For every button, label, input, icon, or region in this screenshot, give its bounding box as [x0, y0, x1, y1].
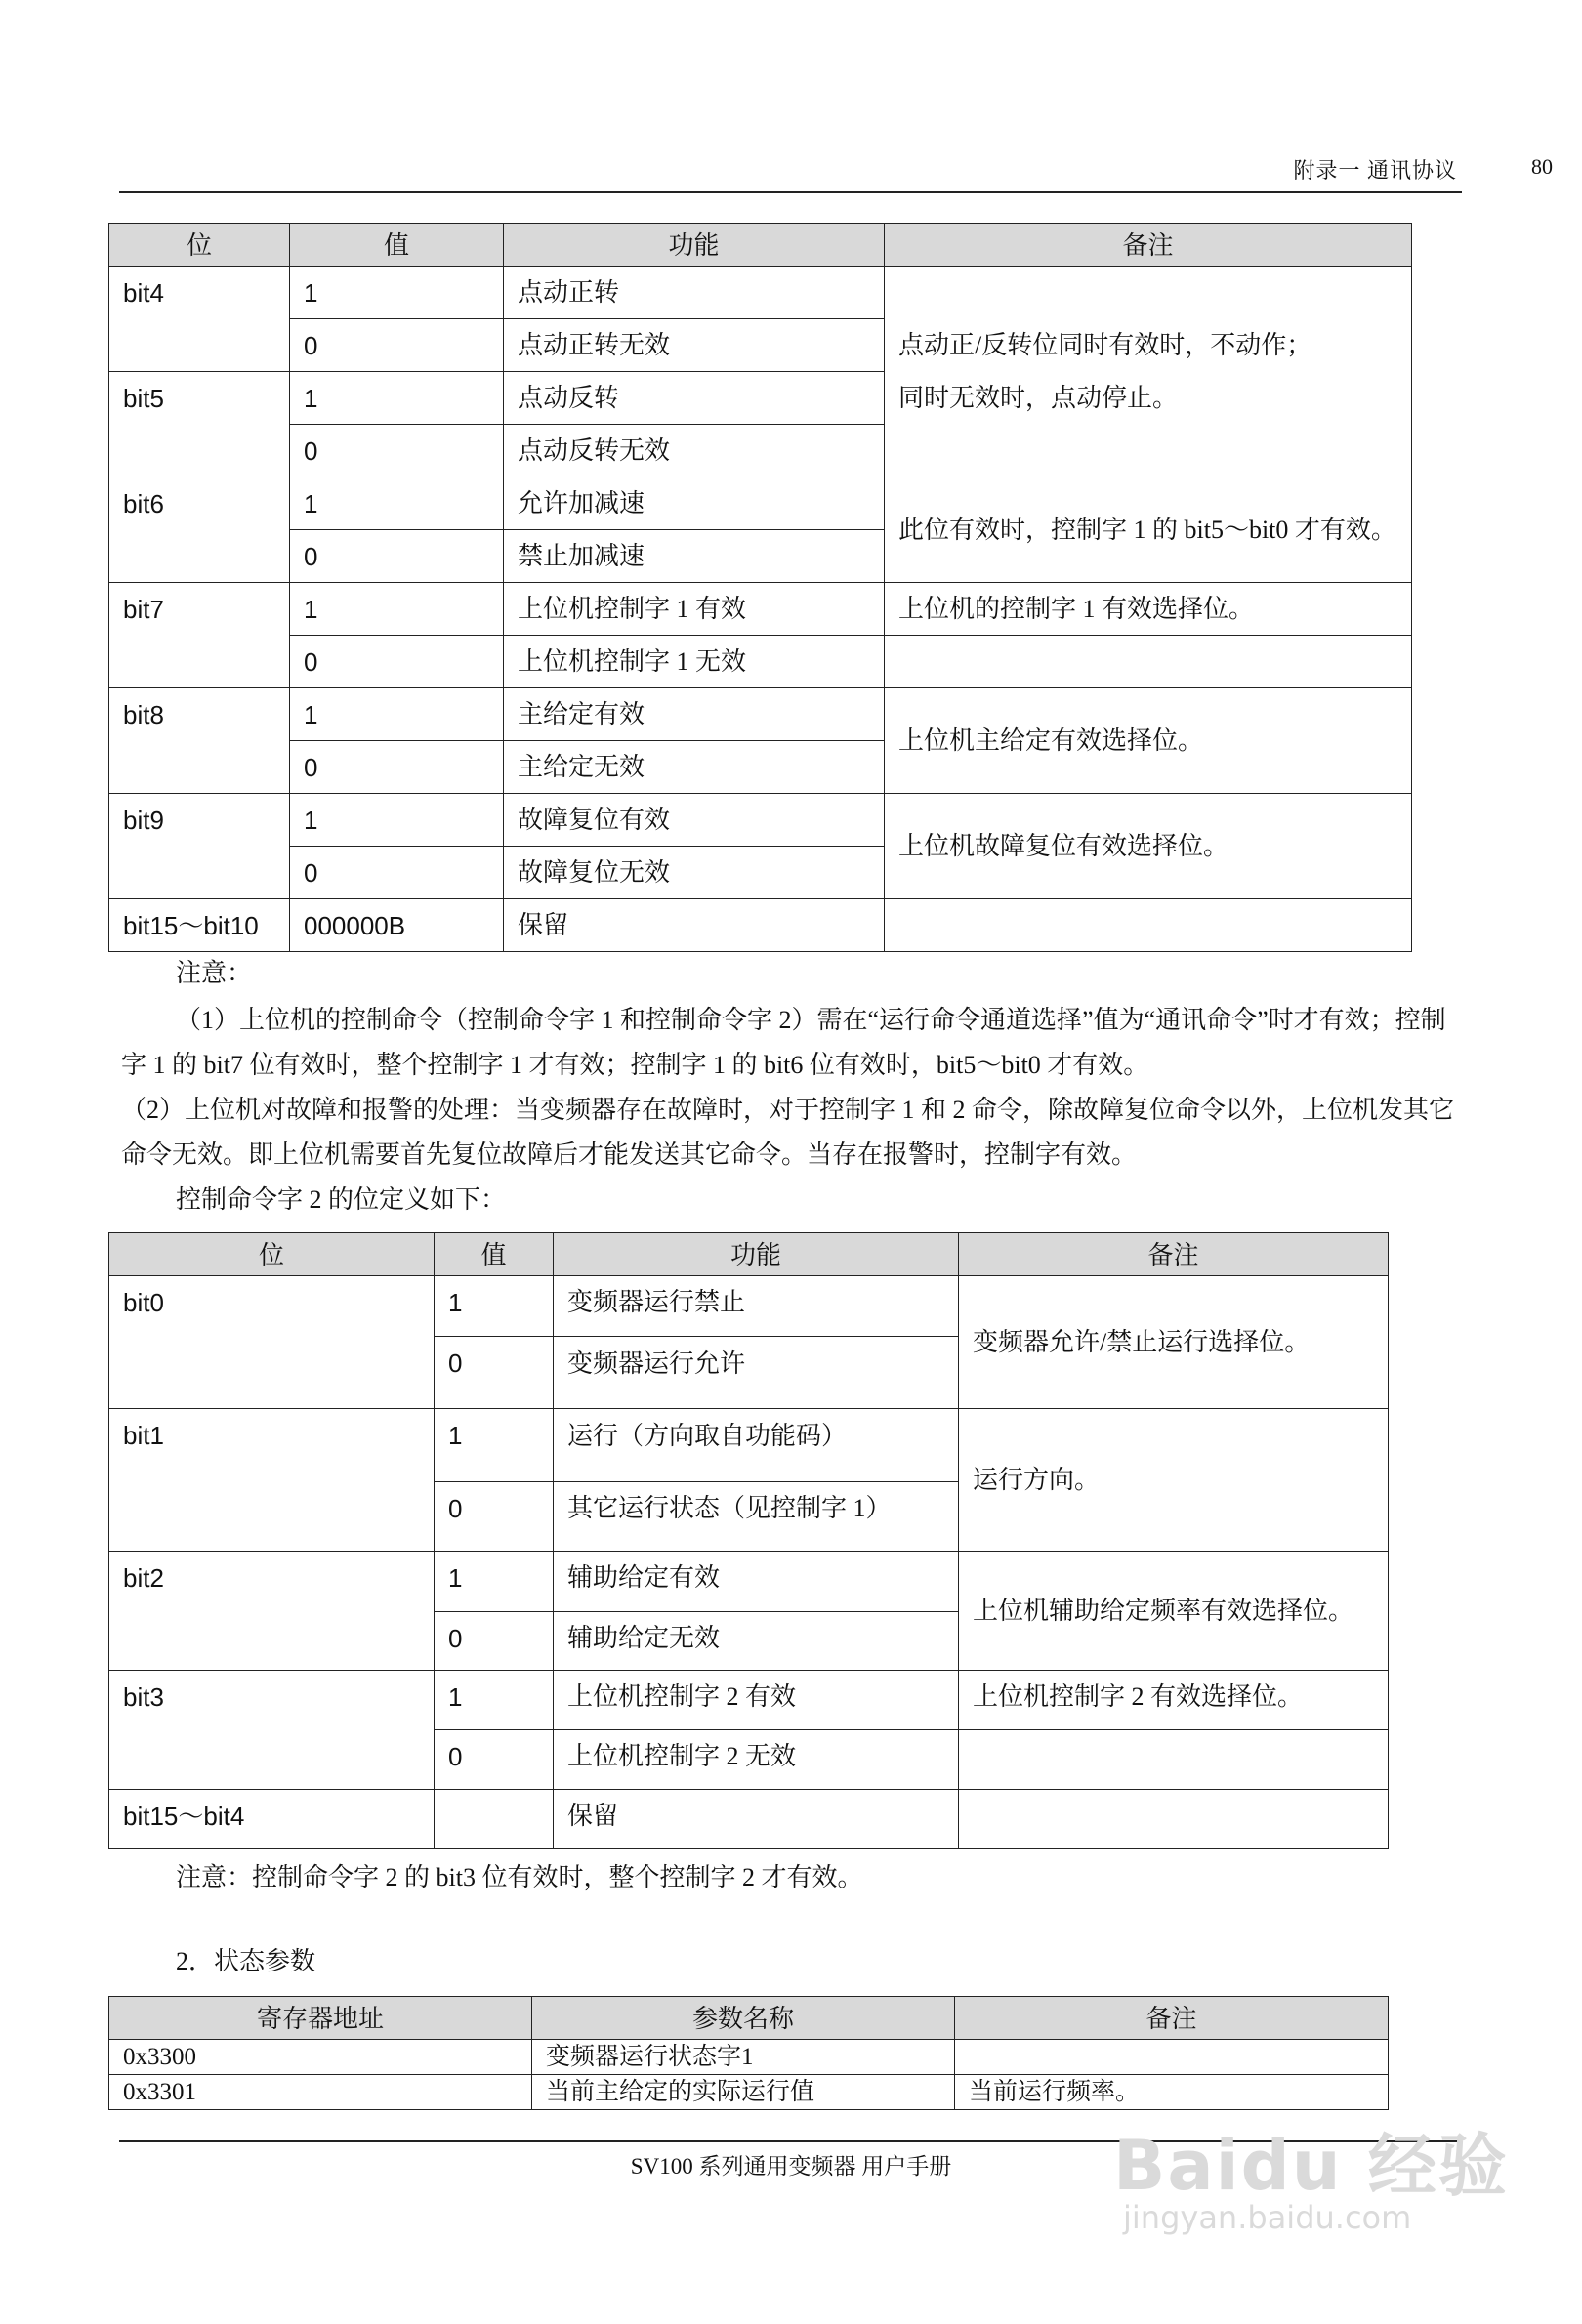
header-remark: 备注	[885, 224, 1412, 267]
address-cell: 0x3300	[109, 2040, 532, 2075]
value-cell: 0	[290, 530, 504, 583]
bit-cell: bit1	[109, 1409, 435, 1552]
function-cell: 点动正转无效	[504, 319, 885, 372]
status-parameter-table	[108, 1996, 1389, 2110]
bit-cell: bit15～bit10	[109, 899, 290, 952]
remark-cell: 当前运行频率。	[955, 2075, 1389, 2110]
function-cell: 上位机控制字 2 无效	[554, 1730, 959, 1790]
remark-cell	[955, 2040, 1389, 2075]
value-cell: 0	[435, 1730, 554, 1790]
function-cell: 故障复位无效	[504, 847, 885, 899]
function-cell: 允许加减速	[504, 477, 885, 530]
bit-cell: bit4	[109, 267, 290, 372]
value-cell: 000000B	[290, 899, 504, 952]
table-row	[109, 477, 1412, 530]
function-cell: 点动反转无效	[504, 425, 885, 477]
bit-cell: bit8	[109, 688, 290, 794]
header-bit: 位	[109, 1233, 435, 1276]
table-header-row	[109, 224, 1412, 267]
remark-cell-empty	[885, 636, 1412, 688]
header-bit: 位	[109, 224, 290, 267]
table-header-row	[109, 1997, 1389, 2040]
function-cell: 上位机控制字 2 有效	[554, 1671, 959, 1730]
value-cell: 0	[435, 1612, 554, 1671]
function-cell: 上位机控制字 1 有效	[504, 583, 885, 636]
bit-cell: bit6	[109, 477, 290, 583]
table-row	[109, 899, 1412, 952]
value-cell: 1	[290, 267, 504, 319]
remark-cell: 运行方向。	[959, 1409, 1389, 1552]
function-cell: 变频器运行允许	[554, 1337, 959, 1409]
table2-caption: 控制命令字 2 的位定义如下：	[176, 1185, 507, 1214]
header-function: 功能	[554, 1233, 959, 1276]
remark-cell: 上位机控制字 2 有效选择位。	[959, 1671, 1389, 1730]
value-cell: 0	[290, 425, 504, 477]
note-label: 注意：	[176, 959, 253, 987]
value-cell: 1	[435, 1276, 554, 1337]
table-row	[109, 583, 1412, 636]
function-cell: 变频器运行禁止	[554, 1276, 959, 1337]
table-row	[109, 1671, 1389, 1730]
table-row	[109, 2040, 1389, 2075]
function-cell: 主给定无效	[504, 741, 885, 794]
table2-note: 注意：控制命令字 2 的 bit3 位有效时，整个控制字 2 才有效。	[176, 1863, 863, 1891]
table-row	[109, 688, 1412, 741]
function-cell: 主给定有效	[504, 688, 885, 741]
remark-cell: 上位机主给定有效选择位。	[885, 688, 1412, 794]
remark-line: 同时无效时，点动停止。	[898, 383, 1179, 412]
value-cell: 1	[435, 1409, 554, 1482]
value-cell: 1	[290, 372, 504, 425]
function-cell: 禁止加减速	[504, 530, 885, 583]
value-cell: 0	[435, 1482, 554, 1552]
function-cell: 保留	[554, 1790, 959, 1849]
header-value: 值	[435, 1233, 554, 1276]
bit-cell: bit3	[109, 1671, 435, 1790]
value-cell: 1	[435, 1671, 554, 1730]
header-divider	[119, 191, 1462, 193]
note-paragraph-1: （1）上位机的控制命令（控制命令字 1 和控制命令字 2）需在“运行命令通道选择”值为“通讯命令”时才有效；控制字 1 的 bit7 位有效时，整个控制字 1 才有效；控制字 1 的 bit6 位有效时，bit5～bit0 才有效。	[121, 1006, 1446, 1079]
table-row	[109, 1276, 1389, 1337]
header-parameter-name: 参数名称	[532, 1997, 955, 2040]
value-cell: 0	[290, 319, 504, 372]
remark-cell: 上位机故障复位有效选择位。	[885, 794, 1412, 899]
bit-cell: bit5	[109, 372, 290, 477]
value-cell: 1	[290, 794, 504, 847]
header-register-address: 寄存器地址	[109, 1997, 532, 2040]
remark-line: 点动正/反转位同时有效时，不动作；	[898, 330, 1312, 359]
table-row	[109, 636, 1412, 688]
bit-cell: bit2	[109, 1552, 435, 1671]
function-cell: 辅助给定有效	[554, 1552, 959, 1612]
address-cell: 0x3301	[109, 2075, 532, 2110]
table-row	[109, 794, 1412, 847]
function-cell: 其它运行状态（见控制字 1）	[554, 1482, 959, 1552]
remark-cell: 此位有效时，控制字 1 的 bit5～bit0 才有效。	[885, 477, 1412, 583]
function-cell: 运行（方向取自功能码）	[554, 1409, 959, 1482]
function-cell: 上位机控制字 1 无效	[504, 636, 885, 688]
section-heading: 2．状态参数	[176, 1947, 316, 1975]
value-cell: 1	[290, 688, 504, 741]
value-cell	[435, 1790, 554, 1849]
header-function: 功能	[504, 224, 885, 267]
value-cell: 0	[290, 741, 504, 794]
remark-cell: 变频器允许/禁止运行选择位。	[959, 1276, 1389, 1409]
function-cell: 点动正转	[504, 267, 885, 319]
remark-cell-empty	[959, 1730, 1389, 1790]
table-row	[109, 2075, 1389, 2110]
remark-cell: 上位机辅助给定频率有效选择位。	[959, 1552, 1389, 1671]
value-cell: 0	[290, 636, 504, 688]
remark-cell	[885, 267, 1412, 477]
value-cell: 0	[290, 847, 504, 899]
function-cell: 点动反转	[504, 372, 885, 425]
bit-cell: bit0	[109, 1276, 435, 1409]
function-cell: 保留	[504, 899, 885, 952]
remark-cell-empty	[959, 1790, 1389, 1849]
table-row	[109, 1790, 1389, 1849]
table-row	[109, 267, 1412, 319]
value-cell: 0	[435, 1337, 554, 1409]
header-value: 值	[290, 224, 504, 267]
footer-text: SV100 系列通用变频器 用户手册	[630, 2154, 952, 2179]
table-row	[109, 1409, 1389, 1482]
value-cell: 1	[290, 477, 504, 530]
function-cell: 故障复位有效	[504, 794, 885, 847]
remark-cell: 上位机的控制字 1 有效选择位。	[885, 583, 1412, 636]
watermark-logo: Baidu 经验	[1113, 2126, 1509, 2206]
remark-cell-empty	[885, 899, 1412, 952]
bit-cell: bit15～bit4	[109, 1790, 435, 1849]
watermark-url: jingyan.baidu.com	[1123, 2199, 1412, 2236]
bit-cell: bit7	[109, 583, 290, 688]
value-cell: 1	[290, 583, 504, 636]
header-title: 附录一 通讯协议	[1293, 158, 1457, 183]
value-cell: 1	[435, 1552, 554, 1612]
table-header-row	[109, 1233, 1389, 1276]
name-cell: 变频器运行状态字1	[532, 2040, 955, 2075]
bit-cell: bit9	[109, 794, 290, 899]
function-cell: 辅助给定无效	[554, 1612, 959, 1671]
control-word-2-table	[108, 1232, 1389, 1849]
header-remark: 备注	[955, 1997, 1389, 2040]
table-row	[109, 1552, 1389, 1612]
header-remark: 备注	[959, 1233, 1389, 1276]
page-number: 80	[1531, 154, 1553, 179]
control-word-1-table	[108, 223, 1412, 952]
note-paragraph-2: （2）上位机对故障和报警的处理：当变频器存在故障时，对于控制字 1 和 2 命令，除故障复位命令以外，上位机发其它命令无效。即上位机需要首先复位故障后才能发送其它命令。当存在报警时，控制字有效。	[121, 1096, 1455, 1169]
name-cell: 当前主给定的实际运行值	[532, 2075, 955, 2110]
